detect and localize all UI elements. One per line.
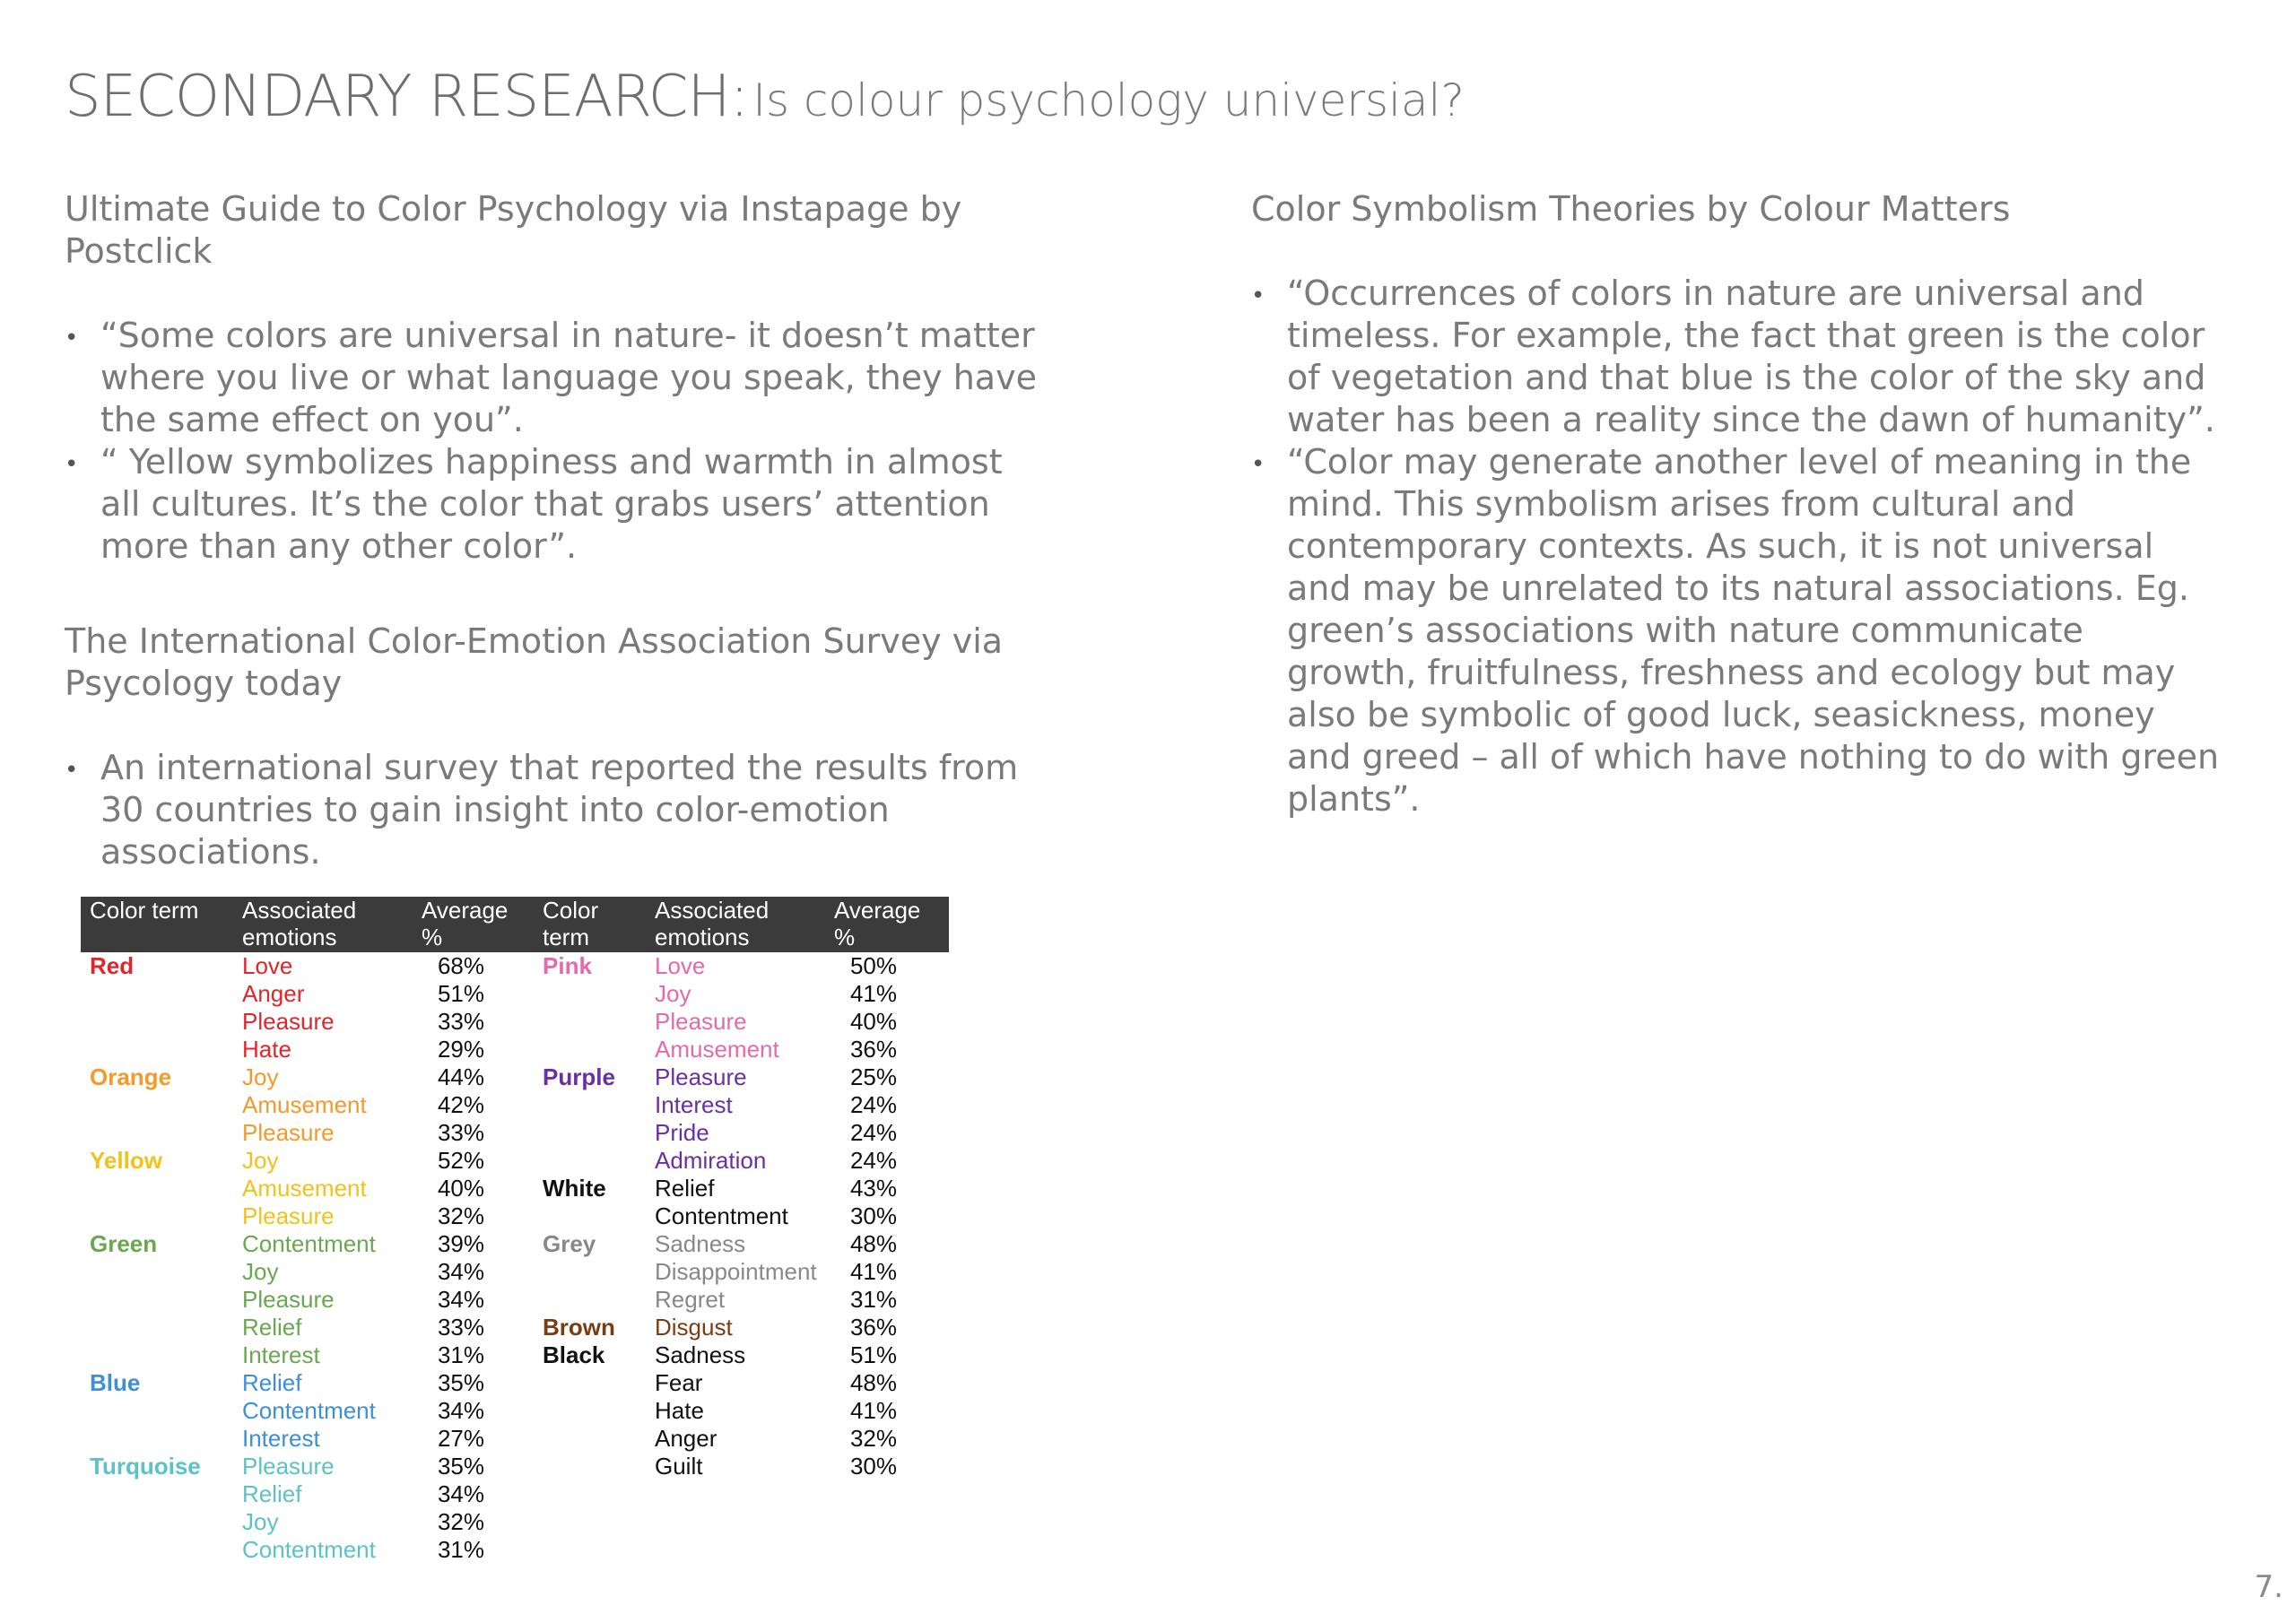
average-cell: 31% (849, 1286, 897, 1313)
emotion-cell: Amusement (242, 1091, 367, 1118)
header-color-term: Color term (90, 897, 199, 924)
average-cell: 36% (849, 1036, 897, 1063)
table-row (81, 1036, 949, 1063)
emotion-cell: Amusement (655, 1036, 779, 1063)
header-associated-emotions: Associated emotions (242, 897, 357, 950)
average-cell: 24% (849, 1091, 897, 1118)
average-cell: 41% (849, 980, 897, 1007)
average-cell: 24% (849, 1119, 897, 1146)
average-cell: 30% (849, 1202, 897, 1229)
emotion-cell: Love (655, 952, 706, 979)
table-row (81, 1147, 949, 1175)
source-heading-survey: The International Color-Emotion Association Survey via Psycology today (65, 621, 1004, 703)
page-number: 7. (2254, 1569, 2283, 1605)
average-cell: 40% (849, 1008, 897, 1035)
survey-notes (65, 747, 1051, 873)
title-main: SECONDARY RESEARCH: (65, 64, 749, 130)
emotion-cell: Contentment (242, 1397, 376, 1424)
table-header (81, 897, 949, 952)
average-cell: 29% (437, 1036, 484, 1063)
average-cell: 24% (849, 1147, 897, 1174)
table-row (81, 980, 949, 1008)
bullet-item: • An international survey that reported the results from 30 countries to gain insight into color-emotion associations. (65, 747, 1051, 873)
average-cell: 42% (437, 1091, 484, 1118)
average-cell: 31% (437, 1341, 484, 1368)
emotion-cell: Pride (655, 1119, 709, 1146)
average-cell: 32% (437, 1508, 484, 1535)
color-term-cell: Pink (543, 952, 592, 979)
table-row (81, 1453, 949, 1480)
color-term-cell: Turquoise (90, 1453, 201, 1480)
average-cell: 40% (437, 1175, 484, 1202)
average-cell: 51% (849, 1341, 897, 1368)
average-cell: 31% (437, 1536, 484, 1563)
emotion-cell: Contentment (655, 1202, 788, 1229)
emotion-cell: Anger (242, 980, 305, 1007)
table-row (81, 1369, 949, 1397)
emotion-cell: Pleasure (655, 1063, 747, 1090)
instapage-quotes (65, 315, 1051, 568)
colour-matters-quotes (1251, 273, 2220, 820)
color-term-cell: Black (543, 1341, 605, 1368)
table-row (81, 1202, 949, 1230)
emotion-cell: Relief (242, 1369, 302, 1396)
emotion-cell: Amusement (242, 1175, 367, 1202)
color-term-cell: Yellow (90, 1147, 162, 1174)
right-column (1251, 188, 2220, 820)
emotion-cell: Admiration (655, 1147, 767, 1174)
bullet-item: • “Color may generate another level of meaning in the mind. This symbolism arises from cultural and contemporary contexts. As such, it is not universal and may be unrelated to its natural associations. Eg. green’s associations with nature communicate growth, fruitfulness, freshness and ecology but may also be symbolic of good luck, seasickness, money and greed – all of which have nothing to do with green plants”. (1251, 441, 2220, 820)
emotion-cell: Relief (242, 1480, 302, 1507)
emotion-cell: Joy (242, 1063, 279, 1090)
left-column (65, 188, 1051, 873)
average-cell: 48% (849, 1369, 897, 1396)
average-cell: 68% (437, 952, 484, 979)
table-row (81, 1397, 949, 1425)
average-cell: 27% (437, 1425, 484, 1452)
average-cell: 34% (437, 1286, 484, 1313)
table-row (81, 1175, 949, 1202)
emotion-cell: Pleasure (242, 1202, 335, 1229)
emotion-cell: Fear (655, 1369, 703, 1396)
table-row (81, 1008, 949, 1036)
color-term-cell: White (543, 1175, 606, 1202)
header-average-2: Average % (834, 897, 921, 950)
emotion-cell: Love (242, 952, 293, 979)
average-cell: 34% (437, 1480, 484, 1507)
header-associated-emotions-2: Associated emotions (655, 897, 770, 950)
average-cell: 51% (437, 980, 484, 1007)
emotion-cell: Disappointment (655, 1258, 817, 1285)
color-term-cell: Brown (543, 1314, 615, 1341)
average-cell: 41% (849, 1258, 897, 1285)
emotion-cell: Hate (242, 1036, 291, 1063)
average-cell: 35% (437, 1453, 484, 1480)
color-term-cell: Orange (90, 1063, 172, 1090)
average-cell: 33% (437, 1119, 484, 1146)
emotion-cell: Sadness (655, 1230, 746, 1257)
emotion-cell: Joy (242, 1147, 279, 1174)
table-row (81, 1230, 949, 1258)
emotion-cell: Sadness (655, 1341, 746, 1368)
emotion-cell: Pleasure (242, 1453, 335, 1480)
average-cell: 32% (437, 1202, 484, 1229)
average-cell: 34% (437, 1258, 484, 1285)
emotion-cell: Relief (655, 1175, 715, 1202)
average-cell: 30% (849, 1453, 897, 1480)
table-row (81, 1119, 949, 1147)
average-cell: 44% (437, 1063, 484, 1090)
average-cell: 33% (437, 1008, 484, 1035)
average-cell: 36% (849, 1314, 897, 1341)
emotion-cell: Hate (655, 1397, 704, 1424)
source-heading-instapage: Ultimate Guide to Color Psychology via Instapage by Postclick (65, 189, 962, 271)
emotion-cell: Contentment (242, 1536, 376, 1563)
emotion-cell: Pleasure (242, 1008, 335, 1035)
emotion-cell: Disgust (655, 1314, 733, 1341)
emotion-cell: Pleasure (655, 1008, 747, 1035)
average-cell: 32% (849, 1425, 897, 1452)
table-row (81, 1425, 949, 1453)
color-term-cell: Blue (90, 1369, 141, 1396)
emotion-cell: Regret (655, 1286, 726, 1313)
table-body (81, 952, 949, 1564)
page-title (65, 64, 1465, 130)
emotion-cell: Interest (655, 1091, 733, 1118)
emotion-cell: Anger (655, 1425, 718, 1452)
average-cell: 41% (849, 1397, 897, 1424)
color-term-cell: Red (90, 952, 135, 979)
average-cell: 52% (437, 1147, 484, 1174)
table-row (81, 1536, 949, 1564)
bullet-item: • “ Yellow symbolizes happiness and warmth in almost all cultures. It’s the color that grabs users’ attention more than any other color”. (65, 441, 1051, 568)
average-cell: 43% (849, 1175, 897, 1202)
average-cell: 33% (437, 1314, 484, 1341)
table-row (81, 952, 949, 980)
table-row (81, 1063, 949, 1091)
table-row (81, 1314, 949, 1341)
average-cell: 35% (437, 1369, 484, 1396)
header-color-term-2: Color term (543, 897, 599, 950)
emotion-cell: Relief (242, 1314, 302, 1341)
bullet-item: • “Occurrences of colors in nature are universal and timeless. For example, the fact that green is the color of vegetation and that blue is the color of the sky and water has been a reality since the dawn of humanity”. (1251, 273, 2220, 441)
table-row (81, 1091, 949, 1119)
source-heading-colour-matters: Color Symbolism Theories by Colour Matters (1251, 189, 2011, 229)
emotion-cell: Guilt (655, 1453, 703, 1480)
table-row (81, 1286, 949, 1314)
table-row (81, 1341, 949, 1369)
color-term-cell: Purple (543, 1063, 615, 1090)
table-row (81, 1480, 949, 1508)
average-cell: 39% (437, 1230, 484, 1257)
table-row (81, 1508, 949, 1536)
emotion-cell: Interest (242, 1425, 320, 1452)
average-cell: 25% (849, 1063, 897, 1090)
emotion-cell: Joy (242, 1508, 279, 1535)
emotion-cell: Joy (242, 1258, 279, 1285)
average-cell: 48% (849, 1230, 897, 1257)
emotion-cell: Pleasure (242, 1119, 335, 1146)
emotion-cell: Contentment (242, 1230, 376, 1257)
title-question: Is colour psychology universial? (752, 74, 1465, 126)
color-term-cell: Grey (543, 1230, 596, 1257)
emotion-cell: Joy (655, 980, 691, 1007)
table-row (81, 1258, 949, 1286)
average-cell: 50% (849, 952, 897, 979)
emotion-cell: Interest (242, 1341, 320, 1368)
average-cell: 34% (437, 1397, 484, 1424)
bullet-item: • “Some colors are universal in nature- it doesn’t matter where you live or what language you speak, they have the same effect on you”. (65, 315, 1051, 441)
color-term-cell: Green (90, 1230, 158, 1257)
header-average: Average % (422, 897, 509, 950)
emotion-cell: Pleasure (242, 1286, 335, 1313)
